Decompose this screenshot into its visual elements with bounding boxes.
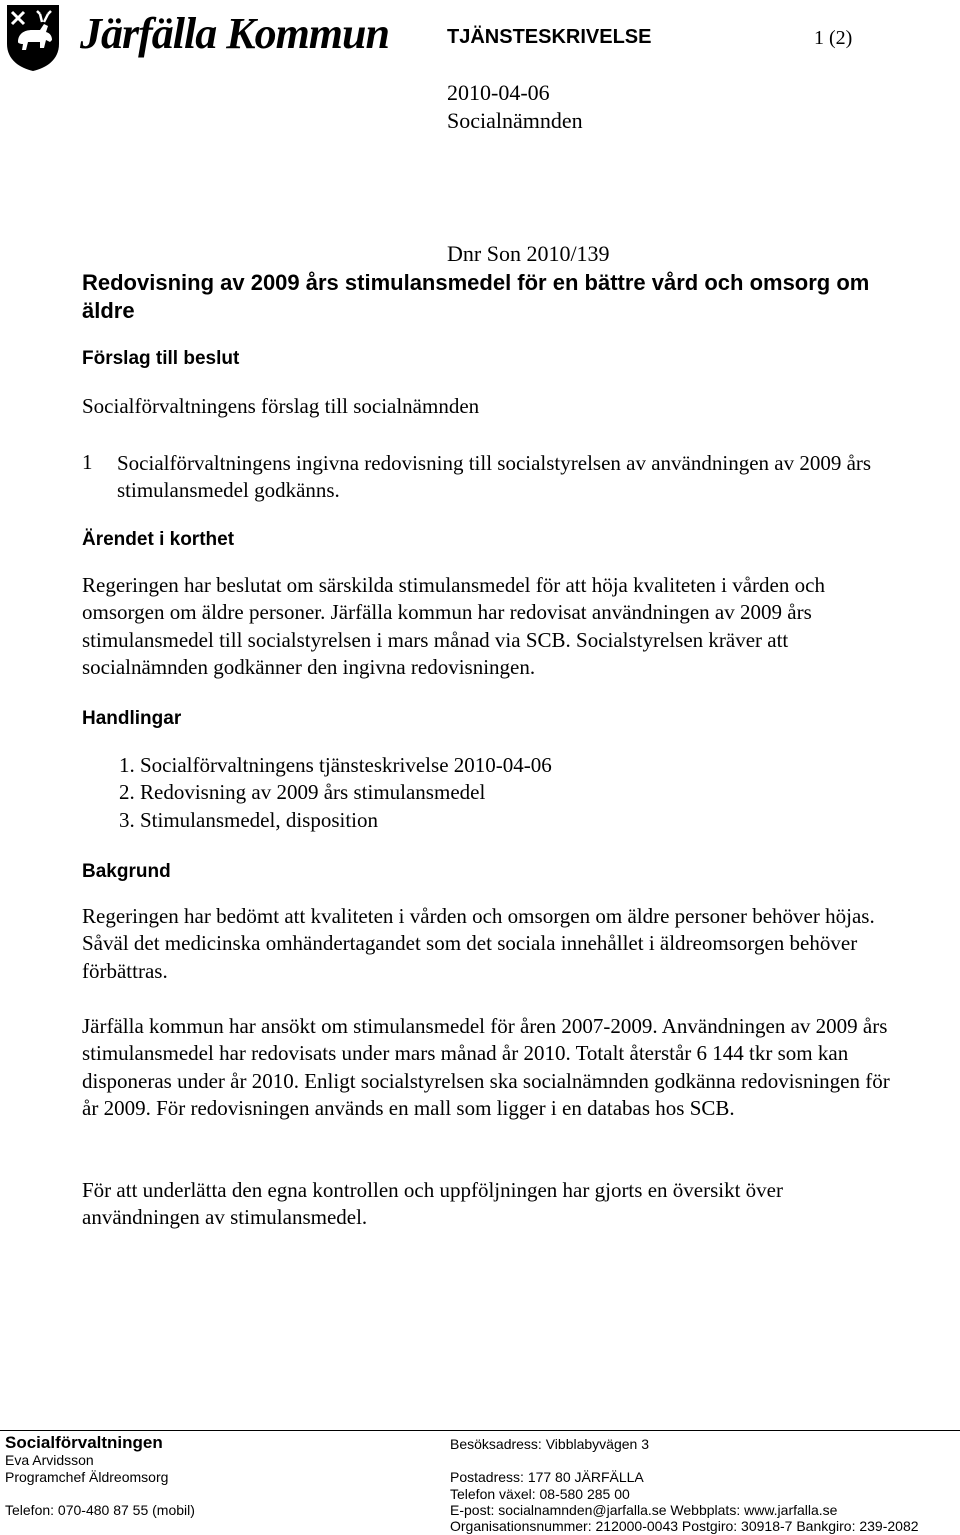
logo-wordmark: Järfälla Kommun [80,9,389,58]
footer-visit-address: Besöksadress: Vibblabyvägen 3 [450,1436,649,1452]
footer-contact-role: Programchef Äldreomsorg [5,1469,169,1485]
document-date: 2010-04-06 [447,80,550,105]
footer-contact-name: Eva Arvidsson [5,1452,94,1468]
municipal-coat-of-arms [4,2,62,72]
page-number: 1 (2) [814,27,853,49]
summary-heading: Ärendet i korthet [82,529,235,550]
documents-heading: Handlingar [82,708,182,729]
proposal-item-number: 1 [82,450,93,474]
background-paragraph: För att underlätta den egna kontrollen och uppföljningen har gjorts en översikt över användningen av stimulansmedel. [82,1178,783,1230]
background-heading: Bakgrund [82,861,171,882]
footer-email-web: E-post: socialnamnden@jarfalla.se Webbplats: www.jarfalla.se [450,1502,838,1518]
footer-switchboard: Telefon växel: 08-580 285 00 [450,1486,630,1502]
case-number: Dnr Son 2010/139 [447,241,610,266]
recipient: Socialnämnden [447,108,583,133]
proposal-item-text: Socialförvaltningens ingivna redovisning till socialstyrelsen av användningen av 2009 års stimulansmedel godkänns. [117,451,872,503]
background-paragraph: Regeringen har bedömt att kvaliteten i vården och omsorgen om äldre personer behöver höjas. Såväl det medicinska omhändertagandet som det sociala innehållet i äldreomsorgen behöver förbättras. [82,904,875,983]
documents-list [119,752,552,834]
list-item: 3. Stimulansmedel, disposition [119,807,379,832]
footer-org-numbers: Organisationsnummer: 212000-0043 Postgiro: 30918-7 Bankgiro: 239-2082 [450,1518,919,1534]
footer-postal-address: Postadress: 177 80 JÄRFÄLLA [450,1469,644,1485]
background-paragraph: Järfälla kommun har ansökt om stimulansmedel för åren 2007-2009. Användningen av 2009 års stimulansmedel har redovisats under mars månad år 2010. Totalt återstår 6 144 tkr som kan disponeras under år 2010. Enligt socialstyrelsen ska socialnämnden godkänna redovisningen för år 2009. För redovisningen används en mall som ligger i en databas hos SCB. [82,1014,890,1120]
footer-divider [0,1430,960,1431]
page-title: Redovisning av 2009 års stimulansmedel för en bättre vård och omsorg om äldre [82,270,870,323]
footer-contact-phone: Telefon: 070-480 87 55 (mobil) [5,1502,195,1518]
proposal-heading: Förslag till beslut [82,348,240,369]
list-item: 2. Redovisning av 2009 års stimulansmedel [119,780,486,805]
summary-paragraph: Regeringen har beslutat om särskilda stimulansmedel för att höja kvaliteten i vården och omsorgen om äldre personer. Järfälla kommun har redovisat användningen av 2009 års stimulansmedel till socialstyrelsen i mars månad via SCB. Socialstyrelsen kräver att socialnämnden godkänner den ingivna redovisningen. [82,573,825,679]
footer-unit: Socialförvaltningen [5,1433,163,1452]
list-item: 1. Socialförvaltningens tjänsteskrivelse 2010-04-06 [119,753,552,777]
document-type: TJÄNSTESKRIVELSE [447,26,652,48]
proposal-intro: Socialförvaltningens förslag till socialnämnden [82,394,480,418]
